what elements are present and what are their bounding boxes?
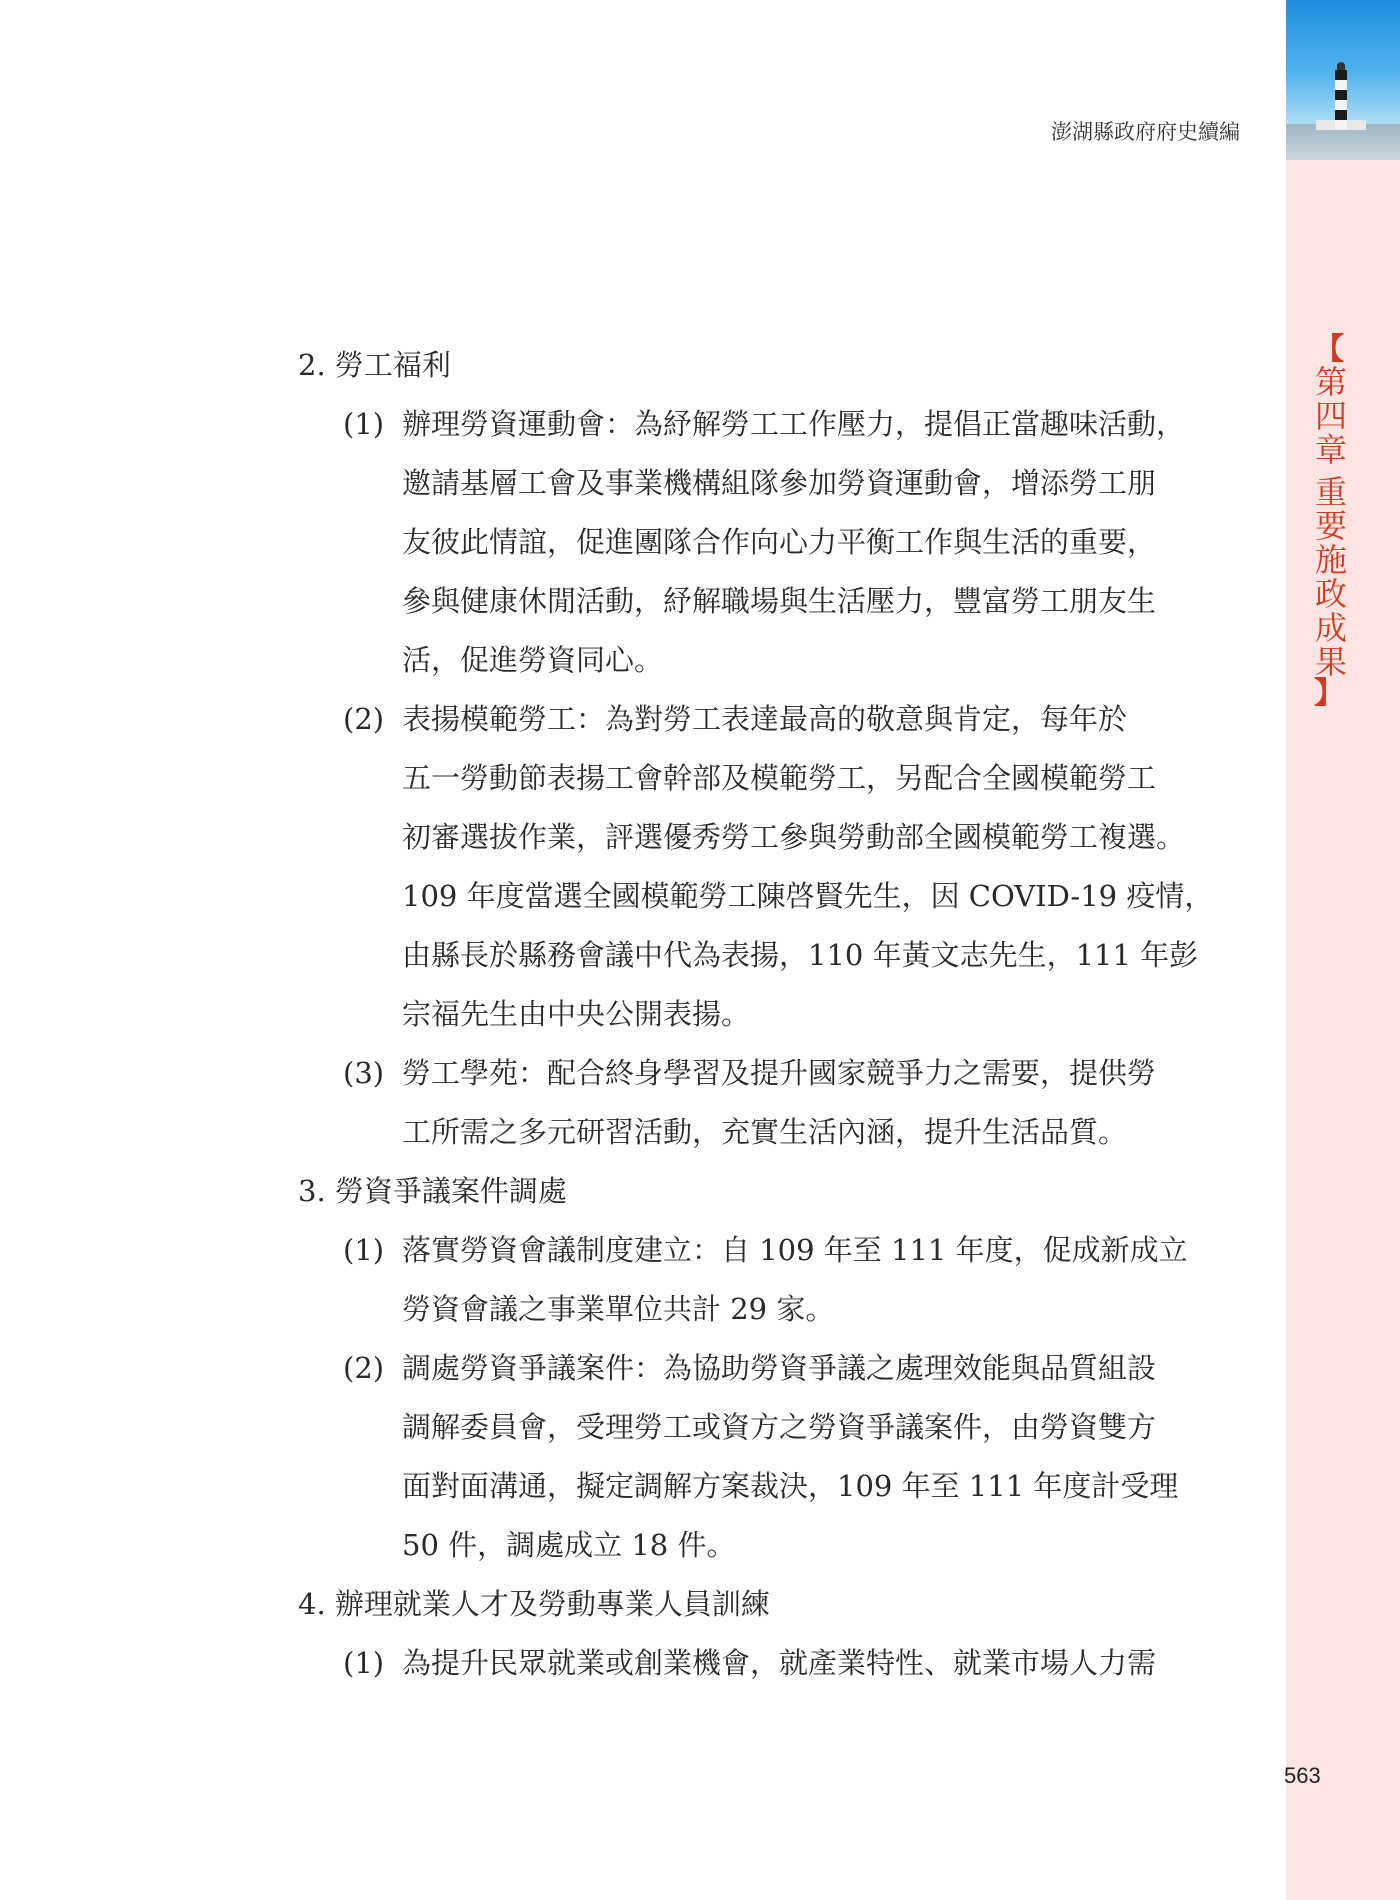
section-heading: 2. 勞工福利: [298, 348, 451, 382]
paragraph-line: 工所需之多元研習活動，充實生活內涵，提升生活品質。: [402, 1115, 1128, 1149]
paragraph-line: 參與健康休閒活動，紓解職場與生活壓力，豐富勞工朋友生: [402, 584, 1157, 618]
paragraph-line: 宗福先生由中央公開表揚。: [402, 997, 751, 1031]
section-heading: 4. 辦理就業人才及勞動專業人員訓練: [298, 1587, 770, 1621]
paragraph-line: 活，促進勞資同心。: [402, 643, 664, 677]
paragraph-line: 勞工學苑：配合終身學習及提升國家競爭力之需要，提供勞: [402, 1056, 1157, 1090]
paragraph-line: 落實勞資會議制度建立：自 109 年至 111 年度，促成新成立: [402, 1233, 1188, 1267]
chapter-tab: [1302, 332, 1356, 711]
list-item: [298, 1221, 1238, 1339]
list-item: [298, 1634, 1238, 1693]
chapter-number: 第四章: [1310, 365, 1348, 467]
item-number: (1): [343, 1646, 385, 1680]
paragraph-line: 五一勞動節表揚工會幹部及模範勞工，另配合全國模範勞工: [402, 761, 1157, 795]
item-number: (2): [343, 1351, 385, 1385]
paragraph-line: 調處勞資爭議案件：為協助勞資爭議之處理效能與品質組設: [402, 1351, 1157, 1385]
list-item: [298, 690, 1238, 1044]
chapter-title: 重要施政成果: [1310, 475, 1348, 679]
running-header: 澎湖縣政府府史續編: [1051, 120, 1240, 144]
paragraph-line: 辦理勞資運動會：為紓解勞工工作壓力，提倡正當趣味活動，: [402, 407, 1186, 441]
paragraph-line: 初審選拔作業，評選優秀勞工參與勞動部全國模範勞工複選。: [402, 820, 1186, 854]
paragraph-line: 友彼此情誼，促進團隊合作向心力平衡工作與生活的重要，: [402, 525, 1157, 559]
chapter-tab-open-bracket: 【: [1314, 332, 1344, 367]
paragraph-line: 由縣長於縣務會議中代為表揚，110 年黃文志先生，111 年彭: [402, 938, 1199, 972]
paragraph-line: 109 年度當選全國模範勞工陳啓賢先生，因 COVID-19 疫情，: [402, 879, 1214, 913]
list-item: [298, 395, 1238, 690]
lighthouse-icon: [1334, 62, 1348, 132]
list-item: [298, 1044, 1238, 1162]
item-number: (2): [343, 702, 385, 736]
item-number: (3): [343, 1056, 385, 1090]
chapter-tab-close-bracket: 】: [1314, 676, 1344, 711]
paragraph-line: 勞資會議之事業單位共計 29 家。: [402, 1292, 835, 1326]
chapter-side-band: [1286, 0, 1400, 1900]
paragraph-line: 50 件，調處成立 18 件。: [402, 1528, 736, 1562]
list-item: [298, 1339, 1238, 1575]
item-number: (1): [343, 1233, 385, 1267]
paragraph-line: 調解委員會，受理勞工或資方之勞資爭議案件，由勞資雙方: [402, 1410, 1157, 1444]
page-number: 563: [1284, 1763, 1321, 1788]
item-number: (1): [343, 407, 385, 441]
section-heading: 3. 勞資爭議案件調處: [298, 1174, 567, 1208]
paragraph-line: 面對面溝通，擬定調解方案裁決，109 年至 111 年度計受理: [402, 1469, 1179, 1503]
lighthouse-photo: [1286, 0, 1400, 160]
paragraph-line: 為提升民眾就業或創業機會，就產業特性、就業市場人力需: [402, 1646, 1157, 1680]
paragraph-line: 表揚模範勞工：為對勞工表達最高的敬意與肯定，每年於: [402, 702, 1128, 736]
paragraph-line: 邀請基層工會及事業機構組隊參加勞資運動會，增添勞工朋: [402, 466, 1157, 500]
page-body: [298, 336, 1238, 1693]
